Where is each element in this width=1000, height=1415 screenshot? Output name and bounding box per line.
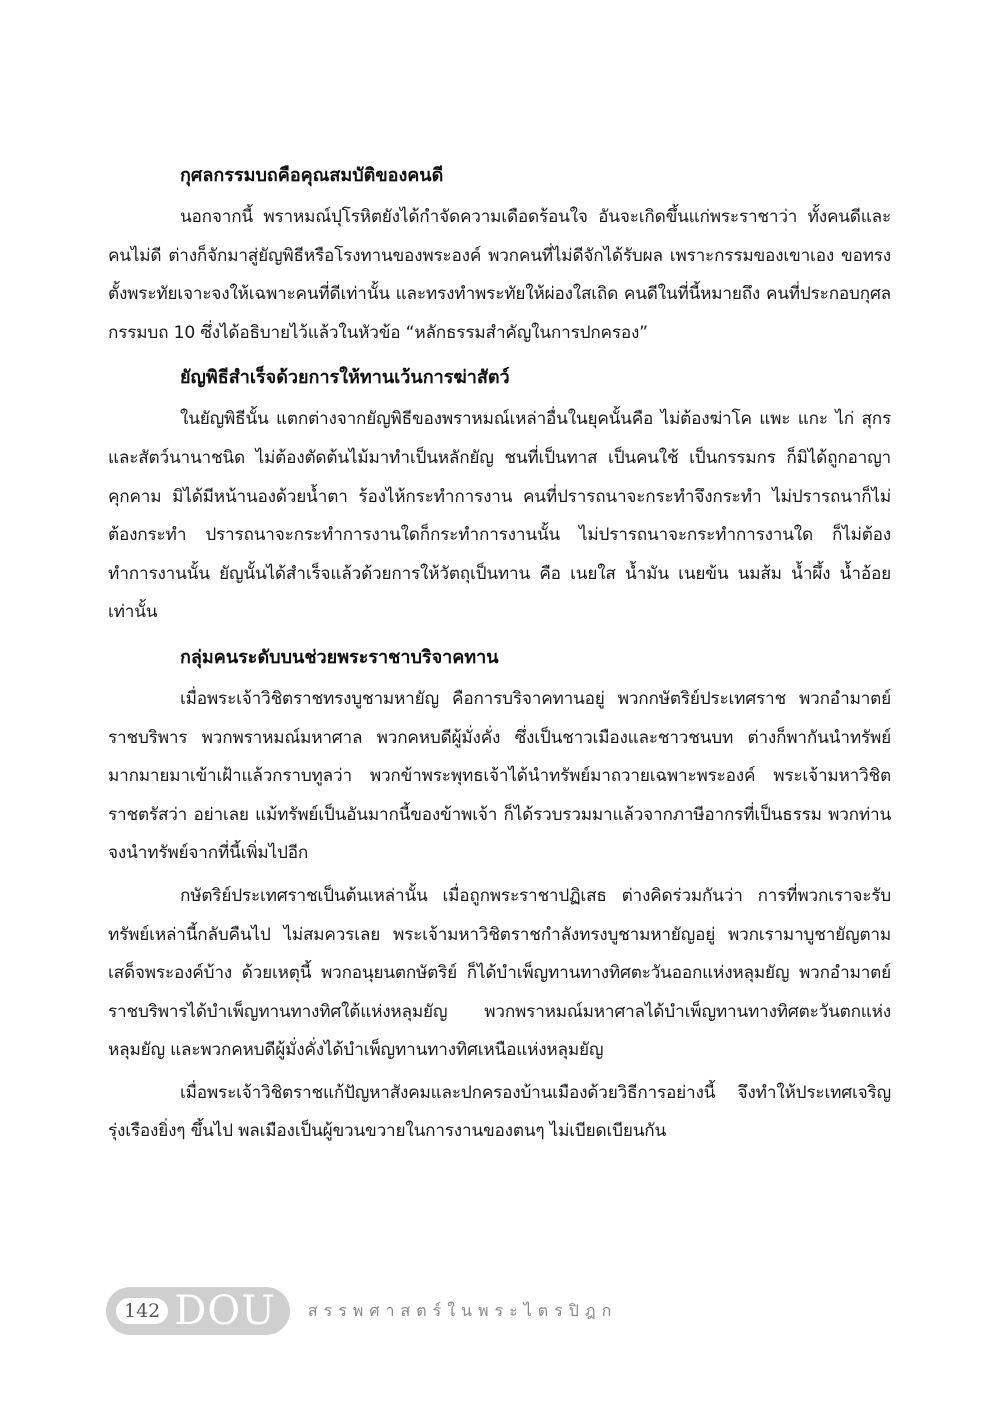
page-number: 142 bbox=[116, 1298, 168, 1324]
section-heading: กุศลกรรมบถคือคุณสมบัติของคนดี bbox=[180, 165, 444, 186]
page-content bbox=[108, 154, 891, 1155]
paragraph: เมื่อพระเจ้าวิชิตราชแก้ปัญหาสังคมและปกครองบ้านเมืองด้วยวิธีการอย่างนี้ จึงทำให้ประเทศเจริญรุ่งเรืองยิ่งๆ ขึ้นไป พลเมืองเป็นผู้ขวนขวายในการงานของตนๆ ไม่เบียดเบียนกัน bbox=[108, 1082, 891, 1142]
book-title: สรรพศาสตร์ในพระไตรปิฎก bbox=[307, 1300, 618, 1320]
paragraph: นอกจากนี้ พราหมณ์ปุโรหิตยังได้กำจัดความเดือดร้อนใจ อันจะเกิดขึ้นแก่พระราชาว่า ทั้งคนดีและคนไม่ดี ต่างก็จักมาสู่ยัญพิธีหรือโรงทานของพระองค์ พวกคนที่ไม่ดีจักได้รับผล เพราะกรรมของเขาเอง ขอทรงตั้งพระทัยเจาะจงให้เฉพาะคนที่ดีเท่านั้น และทรงทำพระทัยให้ผ่องใสเถิด คนดีในที่นี้หมายถึง คนที่ประกอบกุศลกรรมบถ 10 ซึ่งได้อธิบายไว้แล้วในหัวข้อ “หลักธรรมสำคัญในการปกครอง” bbox=[108, 207, 891, 343]
footer-badge bbox=[106, 1287, 290, 1335]
paragraph: เมื่อพระเจ้าวิชิตราชทรงบูชามหายัญ คือการบริจาคทานอยู่ พวกกษัตริย์ประเทศราช พวกอำมาตย์ราชบริพาร พวกพราหมณ์มหาศาล พวกคหบดีผู้มั่งคั่ง ซึ่งเป็นชาวเมืองและชาวชนบท ต่างก็พากันนำทรัพย์มากมายมาเข้าเฝ้าแล้วกราบทูลว่า พวกข้าพระพุทธเจ้าได้นำทรัพย์มาถวายเฉพาะพระองค์ พระเจ้ามหาวิชิตราชตรัสว่า อย่าเลย แม้ทรัพย์เป็นอันมากนี้ของข้าพเจ้า ก็ได้รวบรวมมาแล้วจากภาษีอากรที่เป็นธรรม พวกท่านจงนำทรัพย์จากที่นี้เพิ่มไปอีก bbox=[108, 688, 891, 864]
section-heading: กลุ่มคนระดับบนช่วยพระราชาบริจาคทาน bbox=[180, 646, 499, 668]
paragraph: ในยัญพิธีนั้น แตกต่างจากยัญพิธีของพราหมณ์เหล่าอื่นในยุคนั้นคือ ไม่ต้องฆ่าโค แพะ แกะ ไก่ สุกร และสัตว์นานาชนิด ไม่ต้องตัดต้นไม้มาทำเป็นหลักยัญ ชนที่เป็นทาส เป็นคนใช้ เป็นกรรมกร ก็มิได้ถูกอาญาคุกคาม มิได้มีหน้านองด้วยน้ำตา ร้องไห้กระทำการงาน คนที่ปรารถนาจะกระทำจึงกระทำ ไม่ปรารถนาก็ไม่ต้องกระทำ ปรารถนาจะกระทำการงานใดก็กระทำการงานนั้น ไม่ปรารถนาจะกระทำการงานใด ก็ไม่ต้องทำการงานนั้น ยัญนั้นได้สำเร็จแล้วด้วยการให้วัตถุเป็นทาน คือ เนยใส น้ำมัน เนยข้น นมส้ม น้ำผึ้ง น้ำอ้อย เท่านั้น bbox=[108, 409, 891, 623]
page-footer bbox=[106, 1287, 617, 1335]
section-heading: ยัญพิธีสำเร็จด้วยการให้ทานเว้นการฆ่าสัตว์ bbox=[180, 367, 510, 389]
paragraph: กษัตริย์ประเทศราชเป็นต้นเหล่านั้น เมื่อถูกพระราชาปฏิเสธ ต่างคิดร่วมกันว่า การที่พวกเราจะรับทรัพย์เหล่านี้กลับคืนไป ไม่สมควรเลย พระเจ้ามหาวิชิตราชกำลังทรงบูชามหายัญอยู่ พวกเรามาบูชายัญตามเสด็จพระองค์บ้าง ด้วยเหตุนี้ พวกอนุยนตกษัตริย์ ก็ได้บำเพ็ญทานทางทิศตะวันออกแห่งหลุมยัญ พวกอำมาตย์ราชบริพารได้บำเพ็ญทานทางทิศใต้แห่งหลุมยัญ พวกพราหมณ์มหาศาลได้บำเพ็ญทานทางทิศตะวันตกแห่งหลุมยัญ และพวกคหบดีผู้มั่งคั่งได้บำเพ็ญทานทางทิศเหนือแห่งหลุมยัญ bbox=[108, 885, 891, 1061]
brand-logo: DOU bbox=[174, 1288, 276, 1334]
